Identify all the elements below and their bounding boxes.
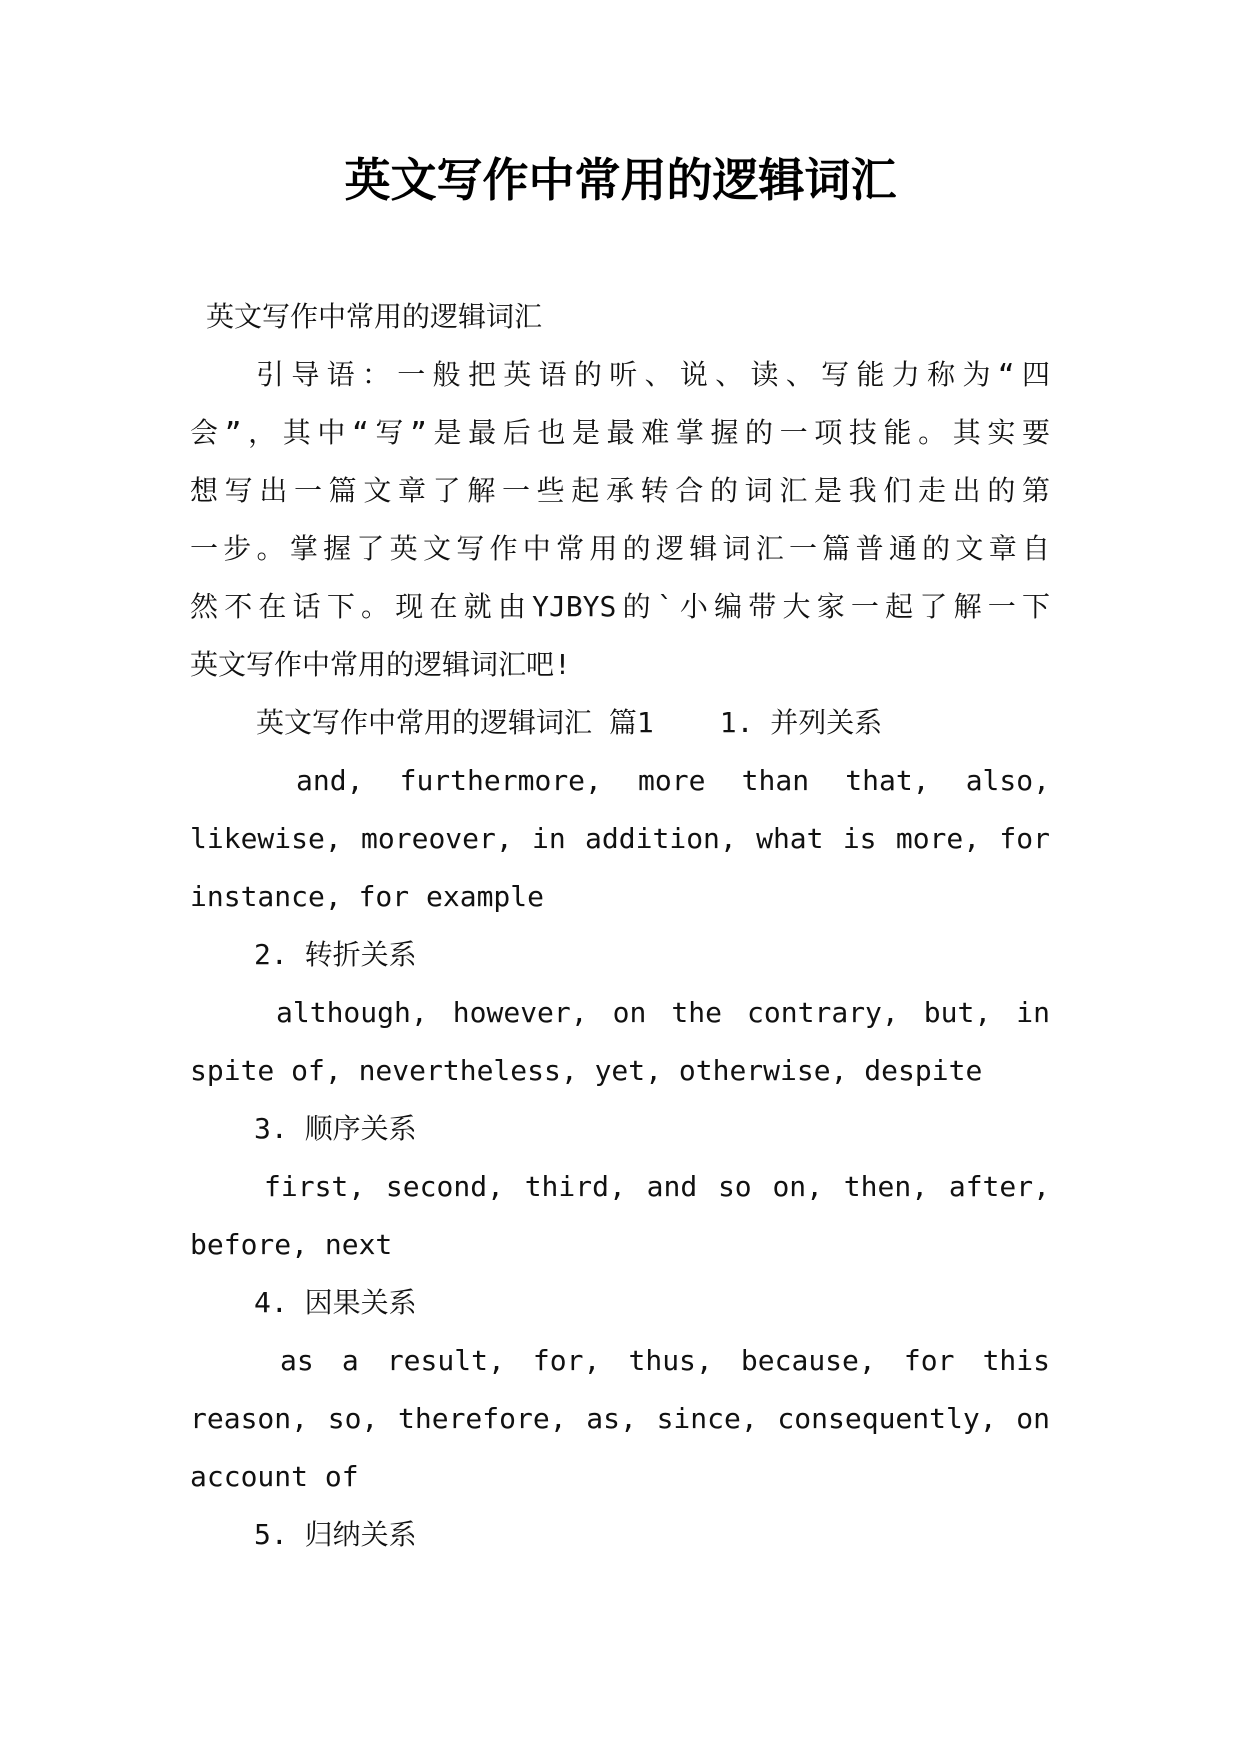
part-heading-row [190,694,1050,752]
intro-line: 然不在话下。现在就由YJBYS的`小编带大家一起了解一下 [190,590,1050,623]
section-heading: 3. 顺序关系 [254,1112,417,1145]
intro-line: 引导语：一般把英语的听、说、读、写能力称为“四 [256,358,1050,391]
word-line: as a result, for, thus, because, for this [280,1344,1050,1377]
intro-line: 英文写作中常用的逻辑词汇吧! [190,648,571,681]
intro-line: 想写出一篇文章了解一些起承转合的词汇是我们走出的第 [190,474,1050,507]
page-title: 英文写作中常用的逻辑词汇 [344,153,897,207]
section-heading: 1. 并列关系 [719,706,883,739]
section-heading: 4. 因果关系 [254,1286,417,1319]
intro-line: 一步。掌握了英文写作中常用的逻辑词汇一篇普通的文章自 [190,532,1050,565]
word-line: account of [190,1460,359,1493]
word-line: reason, so, therefore, as, since, consequently, on [190,1402,1050,1435]
word-line: spite of, nevertheless, yet, otherwise, despite [190,1054,983,1087]
subtitle: 英文写作中常用的逻辑词汇 [206,300,543,333]
part-label: 英文写作中常用的逻辑词汇 篇1 [256,706,654,739]
document-body [190,288,1050,1564]
section-heading: 5. 归纳关系 [254,1518,417,1551]
word-line: and, furthermore, more than that, also, [296,764,1050,797]
section-heading: 2. 转折关系 [254,938,417,971]
word-line: instance, for example [190,880,545,913]
word-line: first, second, third, and so on, then, after, [264,1170,1050,1203]
word-line: before, next [190,1228,393,1261]
word-line: likewise, moreover, in addition, what is more, for [190,822,1050,855]
word-line: although, however, on the contrary, but, in [276,996,1050,1029]
intro-line: 会”，其中“写”是最后也是最难掌握的一项技能。其实要 [190,416,1050,449]
